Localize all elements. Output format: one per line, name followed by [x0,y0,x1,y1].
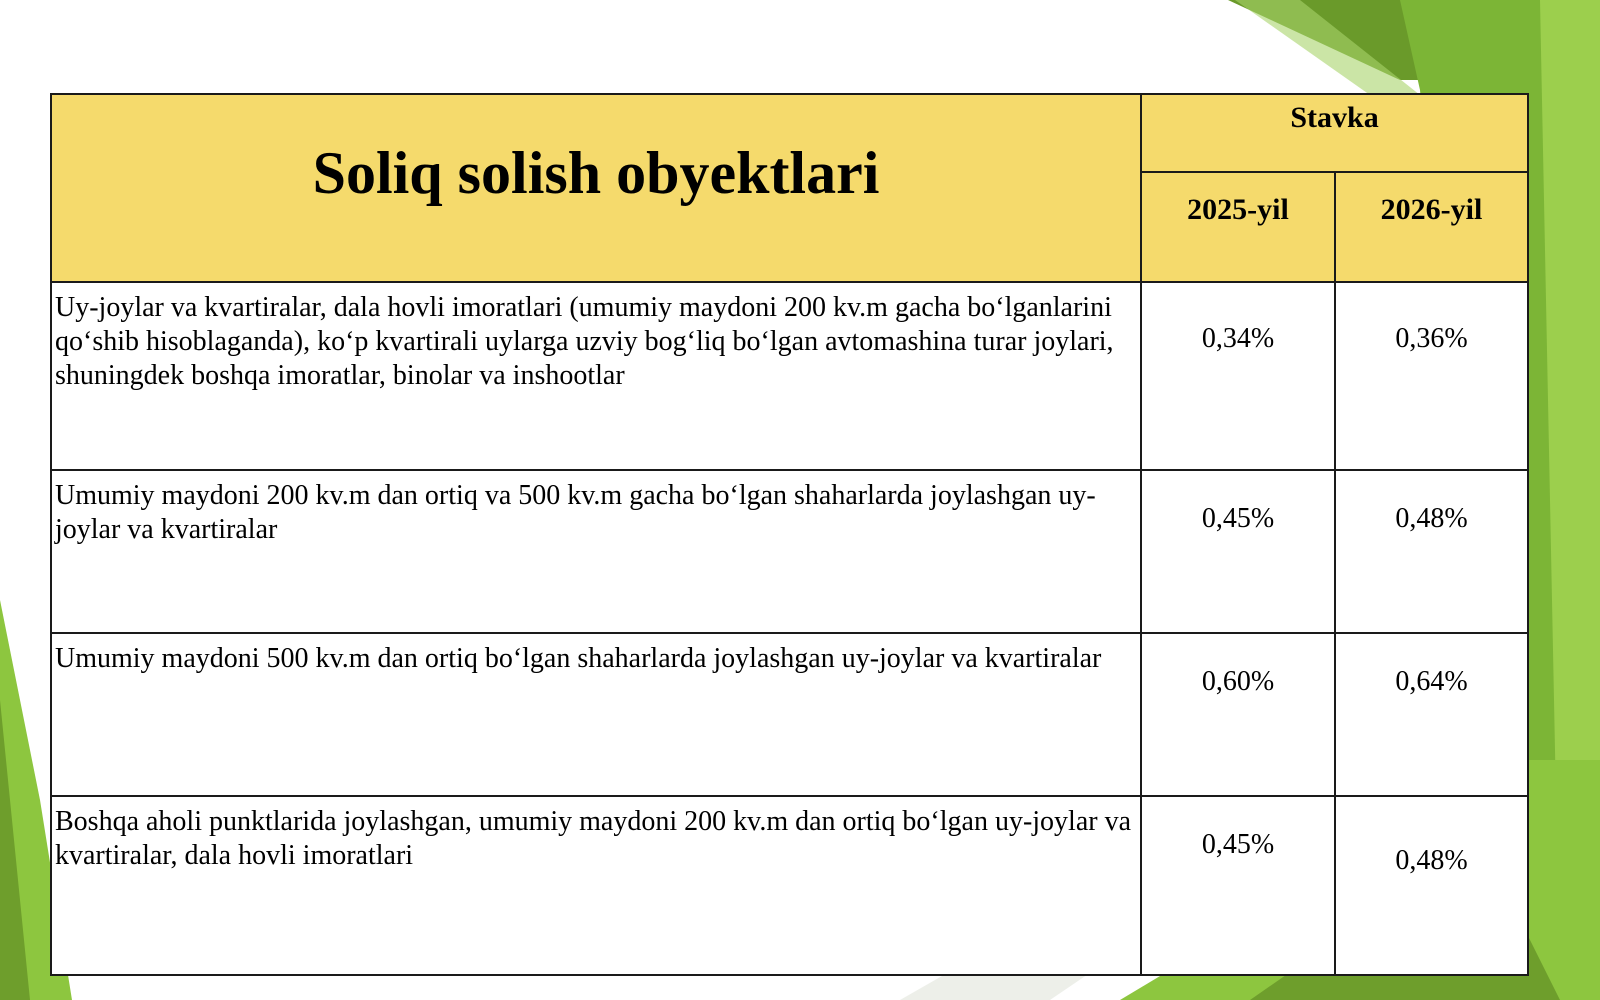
row-object-description: Uy-joylar va kvartiralar, dala hovli imoratlari (umumiy maydoni 200 kv.m gacha bo‘lganlarini qo‘shib hisoblaganda), ko‘p kvartirali uylarga uzviy bog‘liq bo‘lgan avtomashina turar joylari, shuningdek boshqa imoratlar, binolar va inshootlar [51,282,1141,470]
row-object-description: Boshqa aholi punktlarida joylashgan, umumiy maydoni 200 kv.m dan ortiq bo‘lgan uy-joylar va kvartiralar, dala hovli imoratlari [51,796,1141,975]
header-year-2026: 2026-yil [1335,172,1528,282]
row-rate-2026: 0,48% [1335,470,1528,633]
header-year-2025: 2025-yil [1141,172,1335,282]
row-rate-2026: 0,36% [1335,282,1528,470]
row-rate-2025: 0,60% [1141,633,1335,796]
row-rate-2025: 0,34% [1141,282,1335,470]
table-row [51,796,1528,975]
table-row [51,470,1528,633]
row-object-description: Umumiy maydoni 500 kv.m dan ortiq bo‘lgan shaharlarda joylashgan uy-joylar va kvartiralar [51,633,1141,796]
header-objects: Soliq solish obyektlari [51,94,1141,282]
table-row [51,633,1528,796]
header-rate-group: Stavka [1141,94,1528,172]
row-rate-2025: 0,45% [1141,796,1335,975]
row-rate-2026: 0,48% [1335,796,1528,975]
row-rate-2026: 0,64% [1335,633,1528,796]
row-object-description: Umumiy maydoni 200 kv.m dan ortiq va 500 kv.m gacha bo‘lgan shaharlarda joylashgan uy-joylar va kvartiralar [51,470,1141,633]
row-rate-2025: 0,45% [1141,470,1335,633]
table-row [51,282,1528,470]
tax-rates-table [50,93,1529,976]
